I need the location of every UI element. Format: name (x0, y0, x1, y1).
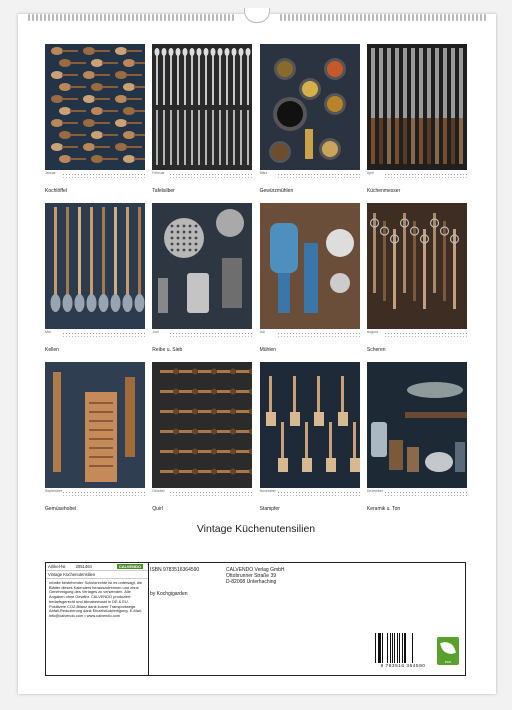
day-row (385, 333, 467, 334)
month-tile (152, 203, 252, 362)
weekday-row (278, 177, 360, 178)
month-photo (45, 44, 145, 170)
month-name: April (366, 171, 374, 175)
date-strip (367, 172, 467, 178)
day-row (278, 333, 360, 334)
isbn: ISBN 9783516364590 (150, 567, 200, 573)
weekday-row (385, 336, 467, 337)
month-photo (367, 362, 467, 488)
month-photo (367, 203, 467, 329)
calvendo-logo: CALVENDO (118, 564, 141, 569)
info-left-column (46, 563, 149, 675)
month-tile (260, 362, 360, 521)
month-tile (45, 362, 145, 521)
month-tile (45, 44, 145, 203)
month-tile (367, 362, 467, 521)
month-name: November (259, 489, 276, 493)
month-tile (45, 203, 145, 362)
day-row (170, 174, 252, 175)
month-caption: Küchenmesser (366, 188, 401, 194)
photo-illustration (152, 203, 252, 329)
month-name: Juni (152, 330, 159, 334)
month-name: Februar (152, 171, 165, 175)
weekday-row (278, 336, 360, 337)
month-caption: Scheren (366, 347, 386, 353)
photo-illustration (260, 44, 360, 170)
month-photo (45, 362, 145, 488)
legal-description: Inhalte bestehender Schutzrechte ist es untersagt, die Blätter dieses Kalenders herauszutrennen und ohne Genehmigung des Verlages zu verwenden. Alle Angaben ohne Gewähr. CALVENDO produziert bedarfsgerecht und klimabewusst in DE & EU. Positivere CO2-Bilanz dank kurzer Transportwege. Abfall-Reduzierung dank Einzelstückfertigung. E-Mail: info@calvendo.com • www.calvendo.com (49, 580, 143, 618)
photo-illustration (45, 203, 145, 329)
short-title: Vintage Küchenutensilien (48, 572, 96, 577)
month-caption: Gewürzmühlen (259, 188, 294, 194)
article-label: Artikel-Nr. (48, 564, 67, 569)
weekday-row (170, 177, 252, 178)
month-caption: Kochlöffel (45, 188, 67, 194)
month-photo (367, 44, 467, 170)
month-tile (152, 44, 252, 203)
photo-illustration (367, 203, 467, 329)
weekday-row (63, 495, 145, 496)
photo-illustration (367, 44, 467, 170)
date-strip (367, 331, 467, 337)
date-strip (260, 172, 360, 178)
date-strip (45, 331, 145, 337)
month-caption: Stampfer (259, 506, 280, 512)
weekday-row (63, 336, 145, 337)
photo-illustration (45, 44, 145, 170)
barcode-number: 9 783516 364590 (380, 664, 426, 669)
barcode (375, 633, 431, 671)
month-photo (152, 44, 252, 170)
publisher-line: D-82008 Unterhaching (226, 579, 277, 585)
month-photo (45, 203, 145, 329)
month-caption: Gemüsehobel (45, 506, 77, 512)
month-caption: Keramik u. Ton (366, 506, 401, 512)
day-row (278, 492, 360, 493)
weekday-row (170, 495, 252, 496)
month-photo (152, 362, 252, 488)
month-name: September (45, 489, 63, 493)
publisher-line: CALVENDO Verlag GmbH (226, 567, 285, 573)
article-number: 2051464 (75, 564, 92, 569)
calendar-title: Vintage Küchenutensilien (196, 523, 316, 535)
month-caption: Reibe u. Sieb (152, 347, 183, 353)
month-grid (45, 44, 467, 521)
month-tile (260, 203, 360, 362)
date-strip (152, 331, 252, 337)
eco-label: eco (444, 659, 452, 664)
barcode-bar (413, 633, 414, 663)
month-photo (260, 44, 360, 170)
weekday-row (385, 177, 467, 178)
day-row (170, 333, 252, 334)
date-strip (260, 331, 360, 337)
publisher-address (226, 567, 285, 585)
day-row (385, 492, 467, 493)
date-strip (45, 490, 145, 496)
weekday-row (278, 495, 360, 496)
leaf-icon (440, 639, 456, 656)
barcode-bars (375, 633, 431, 663)
month-caption: Mühlen (259, 347, 276, 353)
photo-illustration (260, 203, 360, 329)
date-strip (367, 490, 467, 496)
weekday-row (385, 495, 467, 496)
month-tile (367, 203, 467, 362)
month-name: Dezember (366, 489, 384, 493)
photo-illustration (367, 362, 467, 488)
month-caption: Quirl (152, 506, 163, 512)
date-strip (152, 490, 252, 496)
day-row (278, 174, 360, 175)
day-row (63, 333, 145, 334)
photo-illustration (152, 44, 252, 170)
photo-illustration (152, 362, 252, 488)
weekday-row (170, 336, 252, 337)
article-row (46, 563, 148, 571)
publisher-line: Ottobrunner Straße 39 (226, 573, 277, 579)
day-row (63, 174, 145, 175)
day-row (63, 492, 145, 493)
short-title-row (46, 571, 148, 579)
month-tile (152, 362, 252, 521)
month-caption: Kellen (45, 347, 59, 353)
day-row (385, 174, 467, 175)
date-strip (260, 490, 360, 496)
month-name: Juli (259, 330, 265, 334)
date-strip (152, 172, 252, 178)
month-photo (260, 362, 360, 488)
month-name: August (366, 330, 378, 334)
product-info-box (45, 562, 466, 676)
weekday-row (63, 177, 145, 178)
month-name: Mai (45, 330, 51, 334)
month-photo (152, 203, 252, 329)
eco-badge (437, 637, 459, 665)
photo-illustration (260, 362, 360, 488)
photo-illustration (45, 362, 145, 488)
month-name: Oktober (152, 489, 165, 493)
day-row (170, 492, 252, 493)
month-photo (260, 203, 360, 329)
author: by Kochgigarden (150, 591, 188, 597)
month-caption: Tafelsilber (152, 188, 175, 194)
month-name: März (259, 171, 268, 175)
month-tile (367, 44, 467, 203)
month-name: Januar (45, 171, 56, 175)
month-tile (260, 44, 360, 203)
date-strip (45, 172, 145, 178)
